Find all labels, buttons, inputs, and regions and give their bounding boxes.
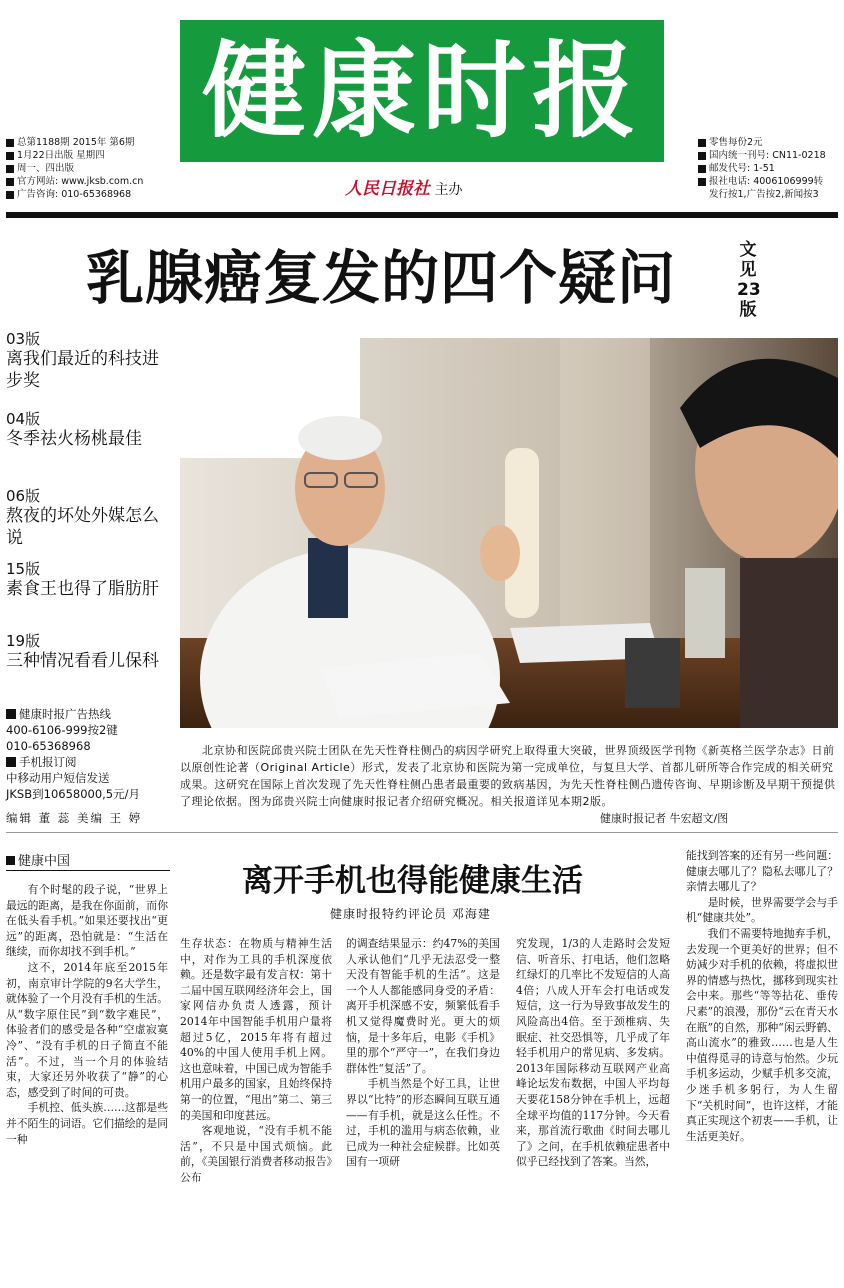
paragraph: 手机控、低头族……这都是些并不陌生的词语。它们描绘的是同一种 [6, 1101, 168, 1146]
index-title: 熬夜的坏处外媒怎么说 [6, 506, 159, 548]
issue-info-item: 官方网站: www.jksb.com.cn [6, 175, 143, 188]
index-page: 15版 [6, 560, 41, 578]
publisher-line [345, 174, 462, 199]
column-body [6, 882, 168, 1282]
bullet-square-icon [6, 757, 16, 767]
index-page: 03版 [6, 330, 41, 348]
newspaper-title: 健康时报 [201, 29, 642, 152]
index-item[interactable] [6, 330, 174, 392]
issue-info-item: 报社电话: 4006106999转 [698, 175, 826, 188]
paragraph: 的调查结果显示：约47%的美国人承认他们“几乎无法忍受一整天没有智能手机的生活”。这是一个人人都能感同身受的矛盾：离开手机深感不安，频繁低看手机又觉得魔费时光。更大的烦恼，是十多年后，电影《手机》里的那个“严守一”，在我们身边群体性“复活”了。 [346, 937, 500, 1075]
news-photo [180, 338, 838, 728]
index-item[interactable] [6, 487, 174, 549]
bullet-square-icon [6, 709, 16, 719]
index-page: 19版 [6, 632, 41, 650]
photo-credit: 健康时报记者 牛宏超文/图 [600, 812, 729, 825]
masthead-banner [180, 20, 664, 162]
issue-info-item: 发行按1,广告按2,新闻按3 [709, 189, 819, 200]
index-title: 冬季祛火杨桃最佳 [6, 429, 142, 449]
issue-info-item: 零售每份2元 [698, 136, 826, 149]
column-rule [6, 870, 170, 871]
issue-info-item: 国内统一刊号: CN11-0218 [698, 149, 826, 162]
issue-info-item: 广告咨询: 010-65368968 [6, 188, 143, 201]
paragraph: 手机当然是个好工具，让世界以“比特”的形态瞬间互联互通——有手机，就是这么任性。不过，手机的滥用与病态依赖，业已成为一种社会症候群。比如英国有一项研 [346, 1077, 500, 1169]
sub-line: 中移动用户短信发送 [6, 771, 110, 785]
issue-info-item: 周一、四出版 [6, 162, 143, 175]
article-column-2 [346, 936, 500, 1282]
index-item[interactable] [6, 410, 174, 450]
index-item[interactable] [6, 632, 174, 672]
issue-info-left [6, 136, 143, 201]
index-item[interactable] [6, 560, 174, 600]
paragraph: 有个时髦的段子说，“世界上最远的距离，是我在你面前，而你在低头看手机。”如果还要找出“更远”的距离，恐怕就是：“生活在继续，而你却找不到手机。” [6, 883, 168, 959]
index-page: 04版 [6, 410, 41, 428]
sub-line: JKSB到10658000,5元/月 [6, 787, 141, 801]
article-column-1 [180, 936, 332, 1282]
photo-caption: 北京协和医院邱贵兴院士团队在先天性脊柱侧凸的病因学研究上取得重大突破，世界顶级医学刊物《新英格兰医学杂志》日前以原创性论著（Original Article）形式，发表了北京协和医院为第一完成单位，与复旦大学、首都儿研所等合作完成的相关研究成果。这研究在国际上首次发现了先天性脊柱侧凸患者最重要的致病基因，为先天性脊柱侧凸遗传咨询、早期诊断及早期干预提供了理论依据。图为邱贵兴院士向健康时报记者介绍研究概况。相关报道详见本期2版。 [180, 744, 836, 808]
paragraph: 究发现，1/3的人走路时会发短信、听音乐、打电话，他们忽略红绿灯的几率比不发短信的人高4倍；八成人开车会打电话或发短信，这一行为导致事故发生的风险高出4倍。至于颈椎病、失眠症、社交恐惧等，几乎成了年轻手机用户的常见病、多发病。2013年国际移动互联网产业高峰论坛发布数据，中国人平均每天要花158分钟在手机上，远超全球平均值的117分钟。今天看来，那首流行歌曲《时间去哪儿了》之问，在手机依赖症患者中似乎已经找到了答案。当然， [516, 937, 670, 1169]
issue-info-right [698, 136, 826, 201]
masthead-divider [6, 212, 838, 218]
article-column-4 [686, 848, 838, 1282]
article-title[interactable]: 离开手机也得能健康生活 [242, 863, 583, 899]
index-title: 三种情况看看儿保科 [6, 651, 159, 671]
ad-hotline-box [6, 706, 176, 802]
column-heading: 健康中国 [6, 850, 70, 869]
ad-hotline-number: 400-6106-999按2键 [6, 723, 118, 737]
publisher-logo: 人民日报社 [345, 179, 430, 199]
paragraph: 生存状态：在物质与精神生活中，对作为工具的手机深度依赖。还是数字最有发言权：第十二届中国互联网经济年会上，国家网信办负责人透露，预计2014年中国智能手机用户量将超过5亿，2015年将有超过40%的中国人使用手机上网。这也意味着，中国已成为智能手机用户最多的国家，且始终保持第一的位置，“甩出”第二、第三的美国和印度甚远。 [180, 937, 332, 1122]
issue-info-item: 总第1188期 2015年 第6期 [6, 136, 143, 149]
publisher-suffix: 主办 [434, 182, 463, 198]
ad-hotline-label: 健康时报广告热线 [19, 707, 111, 721]
paragraph: 我们不需要特地抛弃手机，去发现一个更美好的世界；但不妨减少对手机的依赖，将虚拟世界的情感与热忱，挪移到现实社会中来。那些“等等拈花、垂传尺素”的浪漫，那份“云在青天水在瓶”的自然，那种“闲云野鹤、高山流水”的雅致……也是人生中值得觅寻的诗意与怡然。少玩手机多运动，少赋手机多交流，少迷手机多躬行，为人生留下“关机时间”，也许这样，才能真正实现这个初衷——手机，让生活更美好。 [686, 926, 838, 1143]
index-page: 06版 [6, 487, 41, 505]
editors-credit: 编辑 董 蕊 美编 王 婷 [6, 811, 143, 825]
section-divider [6, 832, 838, 833]
lead-headline[interactable]: 乳腺癌复发的四个疑问 [86, 244, 677, 312]
article-column-3 [516, 936, 670, 1282]
photo-illustration [180, 338, 838, 728]
article-byline: 健康时报特约评论员 邓海建 [330, 907, 491, 921]
paragraph: 能找到答案的还有另一些问题：健康去哪儿了？隐私去哪儿了？亲情去哪儿了？ [686, 849, 838, 894]
sub-label: 手机报订阅 [19, 755, 77, 769]
issue-info-item: 1月22日出版 星期四 [6, 149, 143, 162]
paragraph: 客观地说，“没有手机不能活”，不只是中国式烦恼。此前，《美国银行消费者移动报告》公布 [180, 1124, 332, 1184]
index-title: 离我们最近的科技进步奖 [6, 349, 159, 391]
paragraph: 这不，2014年底至2015年初，南京审计学院的9名大学生，就体验了一个月没有手机的生活。从“数字原住民”到“数字难民”，体验者们的感受是各种“空虚寂寞冷”、“没有手机的日子简直不能活”。不过，当一个月的体验结束，大家还另外收获了“静”的心态，感受到了时间的可贵。 [6, 960, 168, 1099]
issue-info-item: 邮发代号: 1-51 [698, 162, 826, 175]
index-title: 素食王也得了脂肪肝 [6, 579, 159, 599]
paragraph: 是时候，世界需要学会与手机“健康共处”。 [686, 895, 838, 925]
ad-hotline-number: 010-65368968 [6, 739, 91, 753]
see-page-note: 文见23版 [737, 240, 761, 320]
